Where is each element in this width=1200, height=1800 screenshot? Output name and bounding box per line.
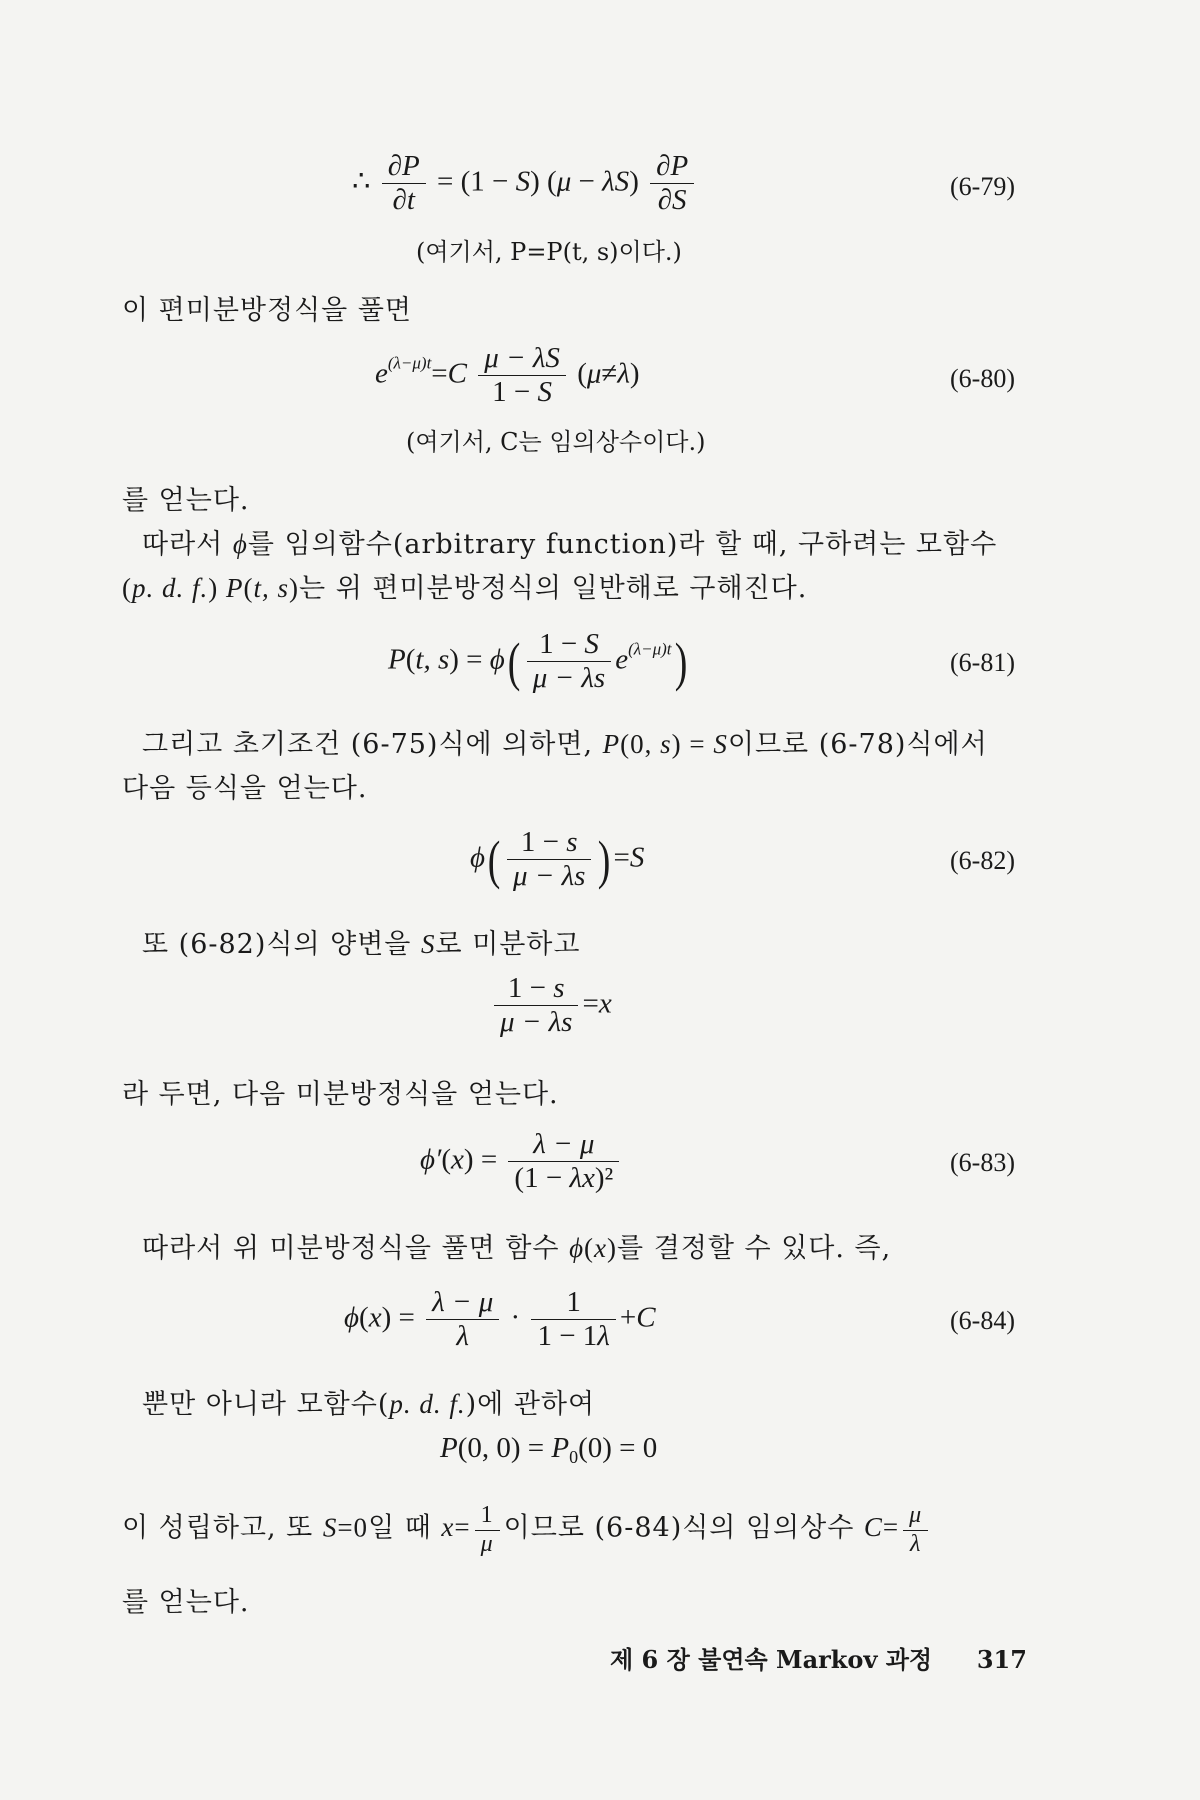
equation-note: (여기서, C는 임의상수이다.) bbox=[406, 428, 706, 456]
paragraph: 다음 등식을 얻는다. bbox=[122, 773, 368, 804]
equation-number: (6-84) bbox=[950, 1306, 1015, 1335]
paragraph: 그리고 초기조건 (6-75)식에 의하면, P(0, s) = S이므로 (6-78)식에서 bbox=[142, 729, 988, 760]
equation-number: (6-83) bbox=[950, 1148, 1015, 1177]
paragraph: (p. d. f.) P(t, s)는 위 편미분방정식의 일반해로 구해진다. bbox=[122, 573, 808, 604]
paragraph: 뿐만 아니라 모함수(p. d. f.)에 관하여 bbox=[142, 1389, 596, 1420]
paragraph-text: 를 임의함수(arbitrary function)라 할 때, 구하려는 모함수 bbox=[247, 529, 998, 560]
equation-6-80: $e^{(\lambda-\mu)t}=C$ $\frac{\mu - \lambda S}{1 - S}$ (μ≠λ) bbox=[375, 342, 640, 409]
initial-condition-equation: P(0, $0) = P_0(0) = 0$ bbox=[440, 1432, 658, 1467]
paragraph: 를 얻는다. bbox=[122, 1587, 250, 1618]
paragraph: 또 (6-82)식의 양변을 S로 미분하고 bbox=[142, 929, 581, 960]
paragraph-text: 일 때 bbox=[368, 1512, 442, 1544]
equation-number: (6-80) bbox=[950, 364, 1015, 393]
equation-6-82: ϕ( $\frac{1 - s}{\mu - \lambda s}$ )=S bbox=[470, 826, 645, 893]
paragraph-text: 이므로 (6-84)식의 임의상수 bbox=[503, 1512, 864, 1544]
paragraph-text: 따라서 위 미분방정식을 풀면 함수 bbox=[142, 1233, 570, 1264]
paragraph: 라 두면, 다음 미분방정식을 얻는다. bbox=[122, 1079, 559, 1110]
paragraph: 이 편미분방정식을 풀면 bbox=[122, 295, 412, 326]
paragraph-text: 로 미분하고 bbox=[435, 929, 581, 960]
chapter-title: 제 6 장 불연속 Markov 과정 bbox=[610, 1645, 933, 1674]
running-footer bbox=[610, 1640, 1027, 1675]
paragraph-text: 이므로 (6-78)식에서 bbox=[727, 729, 988, 760]
paragraph-text: 는 위 편미분방정식의 일반해로 구해진다. bbox=[299, 573, 808, 604]
paragraph-text: 그리고 초기조건 (6-75)식에 의하면, bbox=[142, 729, 603, 760]
equation-number: (6-79) bbox=[950, 172, 1015, 201]
equation-number: (6-81) bbox=[950, 648, 1015, 677]
paragraph-text: )에 관하여 bbox=[465, 1389, 596, 1420]
page-number: 317 bbox=[976, 1645, 1027, 1674]
paragraph: 따라서 ϕ를 임의함수(arbitrary function)라 할 때, 구하려는 모함수 bbox=[142, 529, 998, 560]
paragraph-text: 따라서 bbox=[142, 529, 233, 560]
paragraph-text: 이 성립하고, 또 bbox=[122, 1512, 323, 1544]
paragraph: 를 얻는다. bbox=[122, 485, 250, 516]
substitution-x: $\frac{1 - s}{\mu - \lambda s}$ =x bbox=[490, 972, 612, 1040]
paragraph: 따라서 위 미분방정식을 풀면 함수 ϕ(x)를 결정할 수 있다. 즉, bbox=[142, 1233, 892, 1264]
equation-note: (여기서, P=P(t, s)이다.) bbox=[416, 238, 682, 266]
paragraph-text: 뿐만 아니라 모함수( bbox=[142, 1389, 390, 1420]
equation-6-79: ∴ $\frac{\partial P}{\partial t}$ = (1 − S) (μ − λS) $\frac{\partial P}{\partial S}$ bbox=[352, 150, 698, 218]
equation-number: (6-82) bbox=[950, 846, 1015, 875]
equation-6-81: P(t, s) = ϕ( $\frac{1 - S}{\mu - \lambda s}$ $e^{(\lambda-\mu)t}$) bbox=[388, 628, 687, 695]
paragraph-text: 를 결정할 수 있다. 즉, bbox=[617, 1233, 892, 1264]
equation-6-84: ϕ(x) = $\frac{\lambda - \mu}{\lambda}$ · $\frac{1}{1 - 1\lambda}$ +C bbox=[344, 1286, 656, 1353]
paragraph-text: 또 (6-82)식의 양변을 bbox=[142, 929, 421, 960]
paragraph: 이 성립하고, 또 S=0일 때 x= $\frac{1}{\mu}$ 이므로 (6-84)식의 임의상수 C= $\frac{\mu}{\lambda}$ bbox=[122, 1502, 932, 1558]
equation-6-83: ϕ′(x) = $\frac{\lambda - \mu}{\text{(1 − λx)²}}$ bbox=[420, 1128, 623, 1196]
